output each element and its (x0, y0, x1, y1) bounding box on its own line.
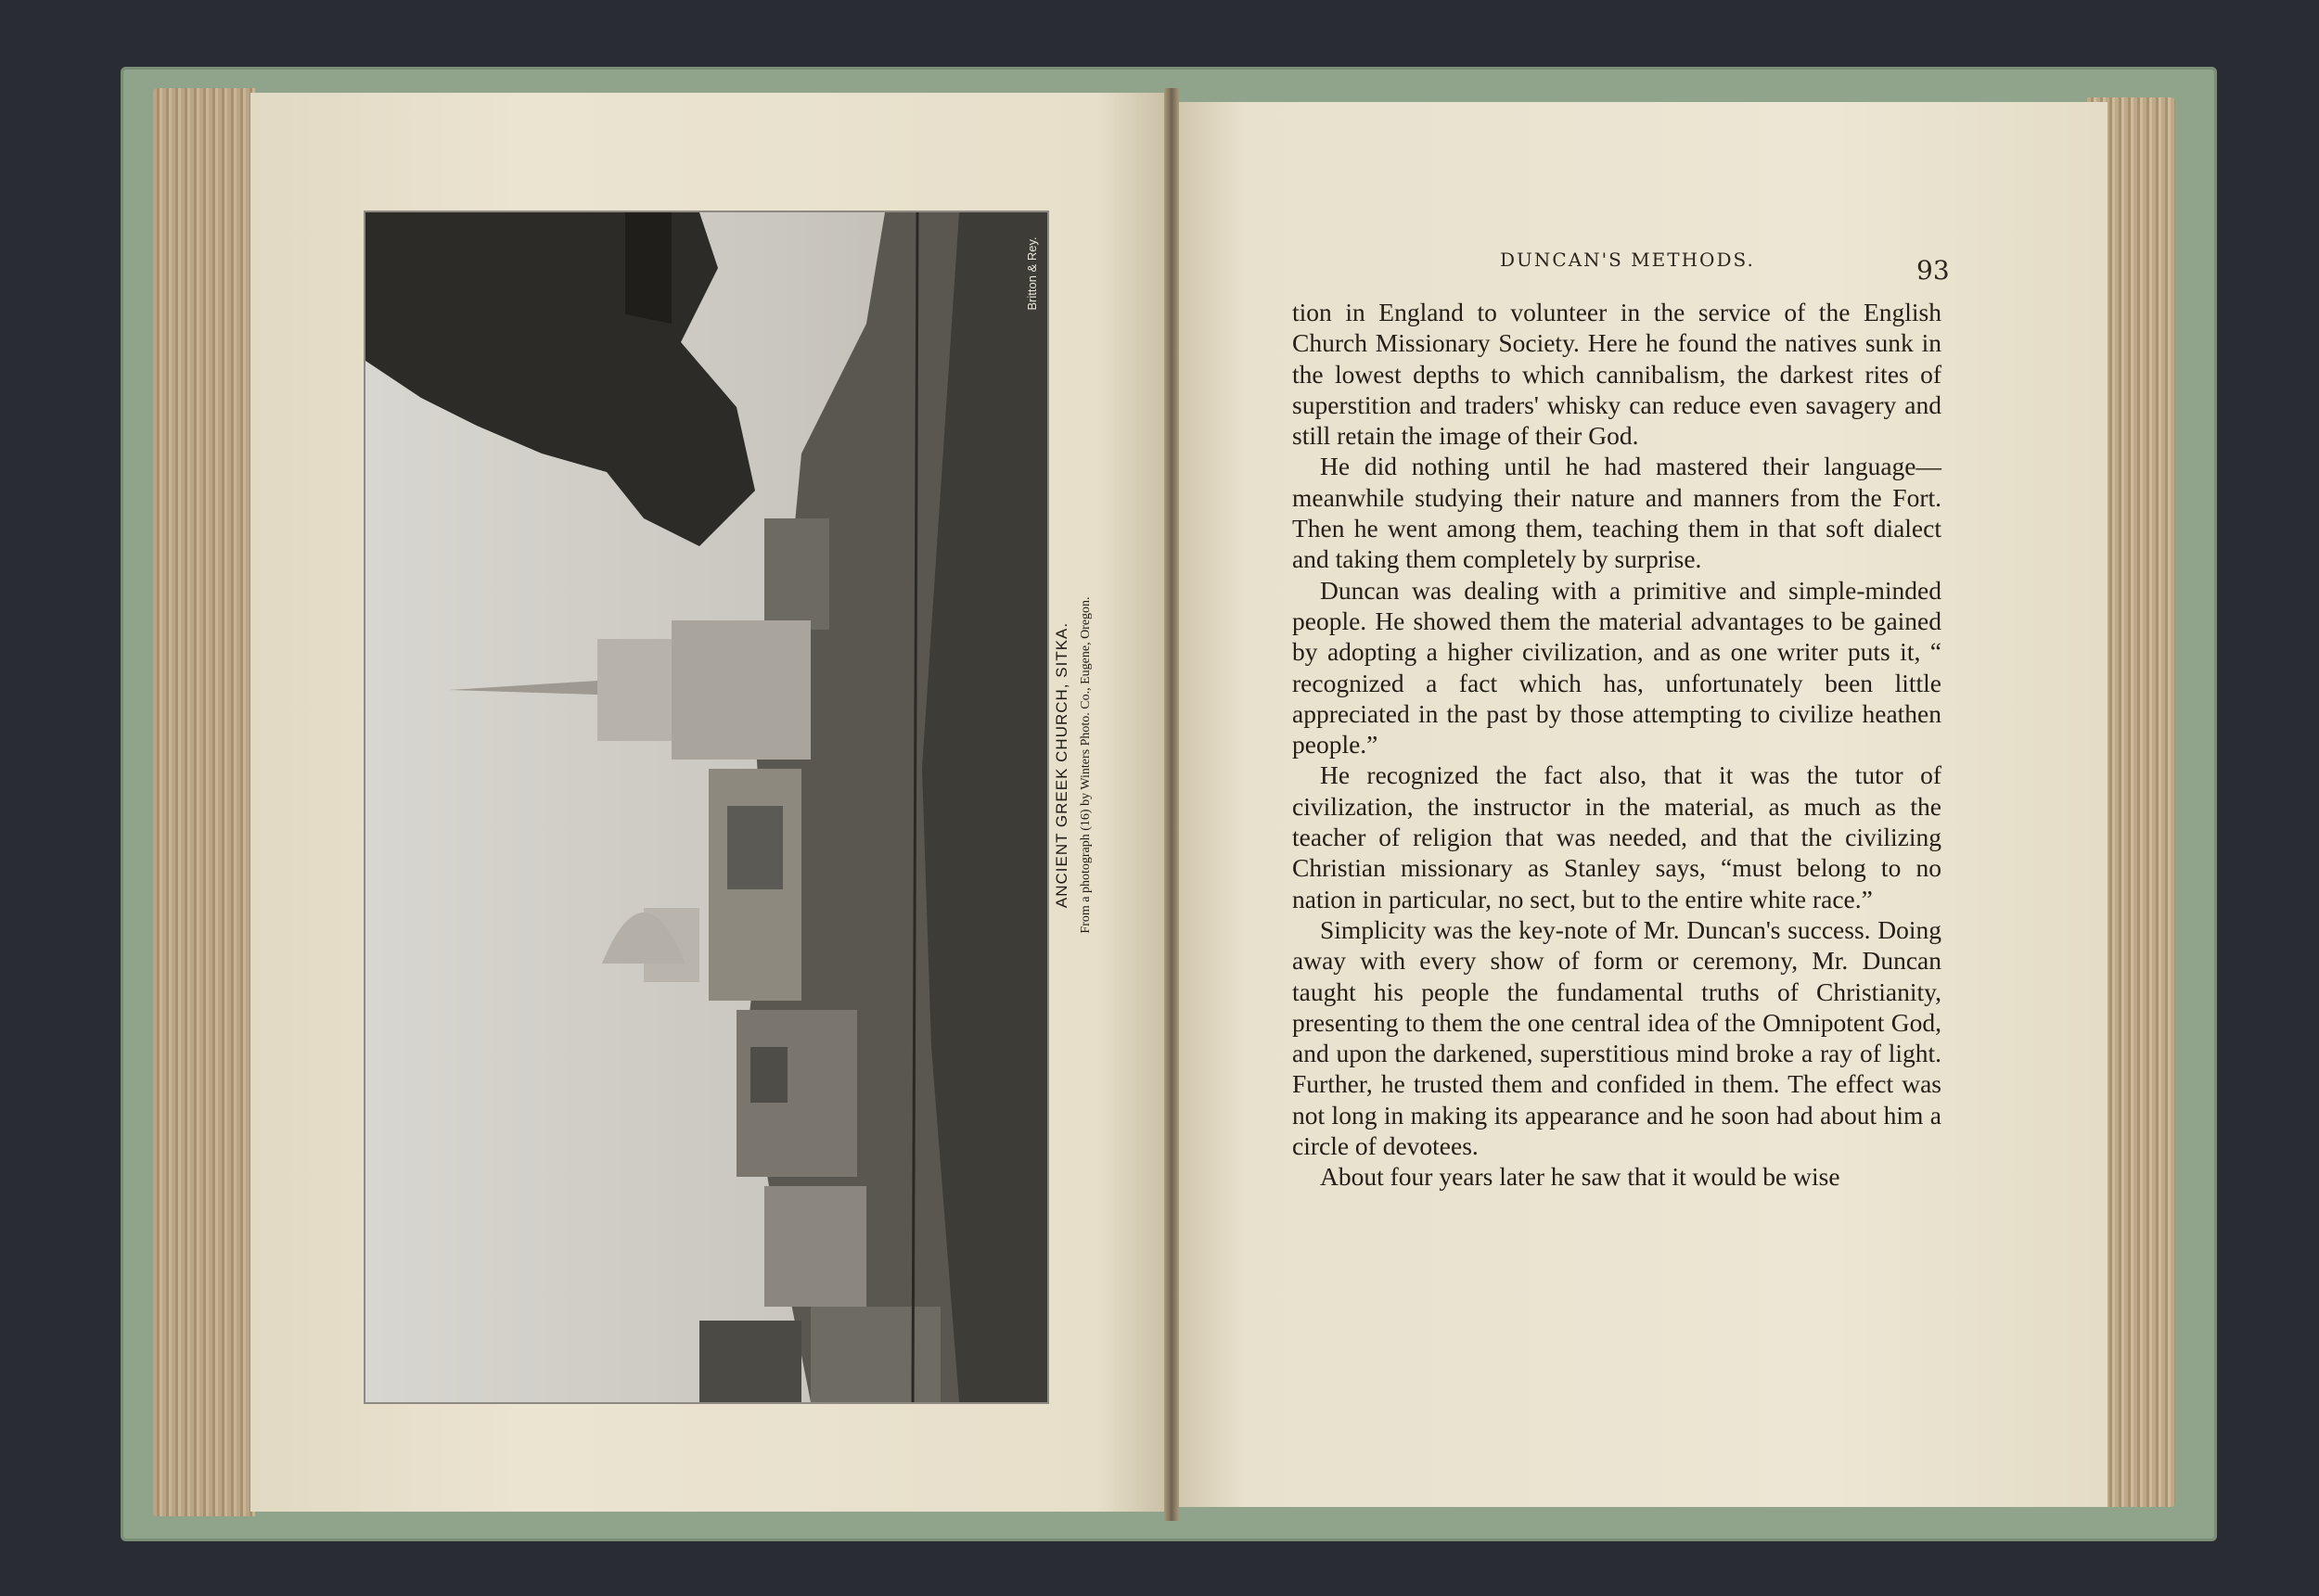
running-head: DUNCAN'S METHODS. (1500, 249, 1755, 271)
body-text (1292, 297, 1941, 1193)
paragraph: tion in England to volunteer in the service of the English Church Missionary Society. Here he found the natives sunk in the lowest depths to which cannibalism, the darkest rites of superstition and traders' whisky can reduce even savagery and still retain the image of their God. (1292, 298, 1941, 451)
church-photograph (365, 212, 1047, 1402)
photo-credit: Britton & Rey. (1025, 236, 1039, 311)
paragraph: He recognized the fact also, that it was the tutor of civilization, the instructor in the material, as much as the teacher of religion that was needed, and that the civilizing Christian missionary as Stanley says, “must belong to no nation in particular, no sect, but to the entire white race.” (1292, 760, 1941, 913)
page-edges-left (153, 88, 255, 1516)
plate-caption (1053, 524, 1094, 1006)
page-number: 93 (1916, 255, 1950, 286)
caption-title: ANCIENT GREEK CHURCH, SITKA. (1053, 621, 1070, 909)
paragraph: He did nothing until he had mastered their language—meanwhile studying their nature and manners from the Fort. Then he went among them, teaching them in that soft dialect and taking them completely by surprise. (1292, 452, 1941, 574)
paragraph: Simplicity was the key-note of Mr. Duncan's success. Doing away with every show of form or ceremony, Mr. Duncan taught his people the fundamental truths of Christianity, presenting to them the one central idea of the Omnipotent God, and upon the darkened, superstitious mind broke a ray of light. Further, he trusted them and confided in them. The effect was not long in making its appearance and he soon had about him a circle of devotees. (1292, 914, 1941, 1161)
caption-credit: From a photograph (16) by Winters Photo. Co., Eugene, Oregon. (1079, 596, 1093, 934)
paragraph: Duncan was dealing with a primitive and simple-minded people. He showed them the material advantages to be gained by adopting a higher civilization, and as one writer puts it, “ recognized a fact which has, unfortunately been little appreciated in the past by those attempting to civilize heathen people.” (1292, 575, 1941, 760)
book-gutter (1164, 88, 1179, 1521)
paragraph: About four years later he saw that it would be wise (1320, 1162, 1840, 1192)
photograph-plate (364, 211, 1049, 1404)
